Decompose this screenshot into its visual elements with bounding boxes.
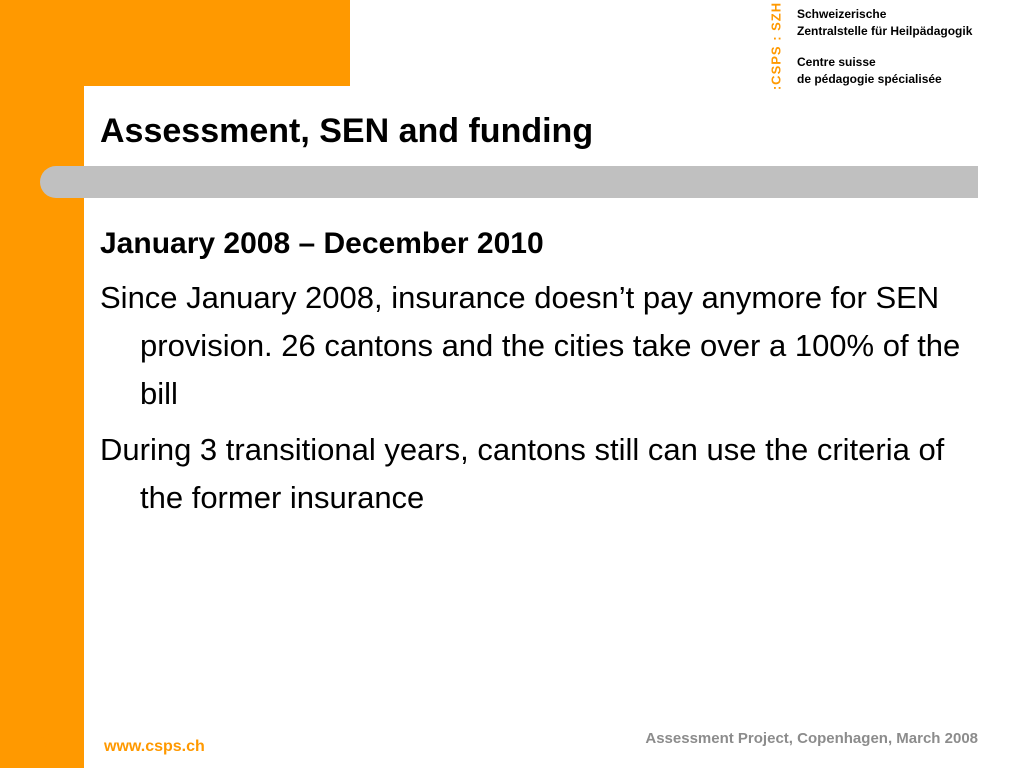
logo-line-3: Centre suisse (797, 55, 876, 69)
orange-side-band (0, 0, 84, 768)
website-link[interactable]: www.csps.ch (104, 738, 205, 755)
logo-line-4: de pédagogie spécialisée (797, 72, 942, 86)
orange-top-band (84, 0, 350, 86)
logo-line-2: Zentralstelle für Heilpädagogik (797, 24, 973, 38)
paragraph-insurance: Since January 2008, insurance doesn’t pay anymore for SEN provision. 26 cantons and the cities take over a 100% of the bill (100, 280, 961, 411)
title-divider-bar (40, 166, 978, 198)
logo-mark (764, 1, 784, 91)
slide-title: Assessment, SEN and funding (100, 112, 594, 150)
page-number: 5 (40, 731, 51, 751)
logo-line-1: Schweizerische (797, 7, 887, 21)
date-range-heading: January 2008 – December 2010 (100, 227, 544, 260)
paragraph-transition: During 3 transitional years, cantons still can use the criteria of the former insurance (100, 432, 945, 515)
logo-mark-text: :CSPS : SZH (768, 1, 784, 91)
organization-logo (764, 1, 1004, 91)
footer-event-text: Assessment Project, Copenhagen, March 2008 (645, 730, 978, 747)
slide-content (100, 224, 980, 530)
